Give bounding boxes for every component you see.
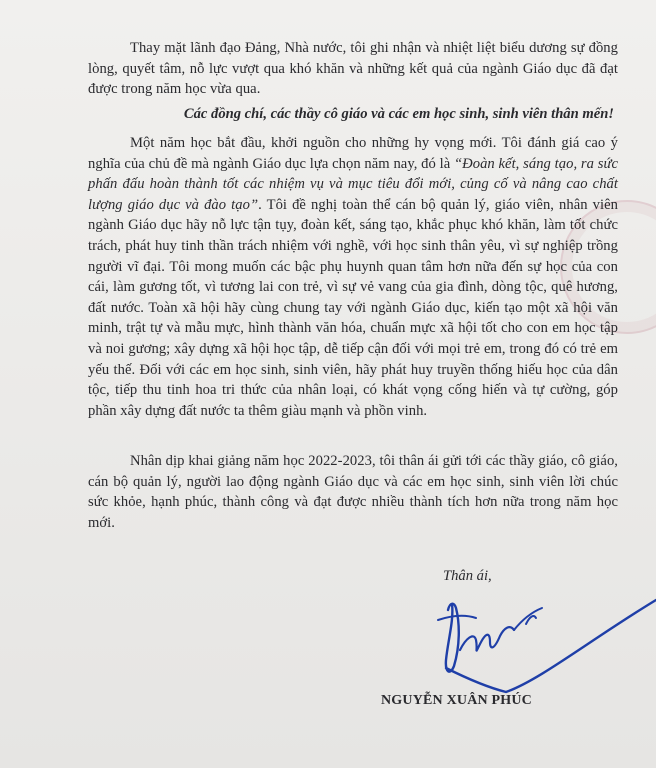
school-year-theme: “Đoàn kết, sáng tạo, ra sức phấn đấu hoàn thành tốt các nhiệm vụ và mục tiêu đổi mới, củng cố và nâng cao chất lượng giáo dục và đào tạo” xyxy=(88,155,618,213)
signer-name: NGUYỄN XUÂN PHÚC xyxy=(381,693,532,708)
paragraph-acknowledgement: Thay mặt lãnh đạo Đảng, Nhà nước, tôi ghi nhận và nhiệt liệt biểu dương sự đồng lòng, quyết tâm, nỗ lực vượt qua khó khăn và những kết quả của ngành Giáo dục đã đạt được trong năm học vừa qua. xyxy=(88,40,618,98)
paragraph-main xyxy=(88,133,618,421)
salutation: Các đồng chí, các thầy cô giáo và các em học sinh, sinh viên thân mến! xyxy=(183,106,614,122)
paragraph-main-start: Một năm học bắt đầu, khởi nguồn cho những hy vọng mới. Tôi đánh giá cao ý nghĩa của chủ đề mà ngành Giáo dục lựa chọn năm nay, đó là xyxy=(88,135,618,172)
handwritten-signature xyxy=(430,580,656,700)
paragraph-wishes: Nhân dịp khai giảng năm học 2022-2023, tôi thân ái gửi tới các thầy giáo, cô giáo, cán bộ quản lý, người lao động ngành Giáo dục và các em học sinh, sinh viên lời chúc sức khỏe, hạnh phúc, thành công và đạt được nhiều thành tích hơn nữa trong năm học mới. xyxy=(88,453,618,531)
paragraph-main-end: . Tôi đề nghị toàn thể cán bộ quản lý, giáo viên, nhân viên ngành Giáo dục hãy nỗ lực tận tụy, đoàn kết, sáng tạo, khắc phục khó khăn, làm tốt chức trách, phát huy tinh thần trách nhiệm với nghề, với học sinh thân yêu, vì sự nghiệp trồng người vĩ đại. Tôi mong muốn các bậc phụ huynh quan tâm hơn nữa đến sự học của con cái, làm gương tốt, vì tương lai con trẻ, vì sự vẻ vang của gia đình, dòng tộc, quê hương, đất nước. Toàn xã hội hãy cùng chung tay với ngành Giáo dục, kiến tạo một xã hội văn minh, trật tự và mẫu mực, hình thành văn hóa, chuẩn mực xã hội tốt cho con em học tập và noi gương; xây dựng xã hội học tập, dễ tiếp cận đối với mọi trẻ em, trong đó có trẻ em yếu thế. Đối với các em học sinh, sinh viên, hãy phát huy truyền thống hiếu học của dân tộc, tiếp thu tinh hoa tri thức của nhân loại, có khát vọng cống hiến và tự cường, góp phần xây dựng đất nước ta thêm giàu mạnh và phồn vinh. xyxy=(88,196,618,419)
closing-greeting: Thân ái, xyxy=(443,568,492,584)
